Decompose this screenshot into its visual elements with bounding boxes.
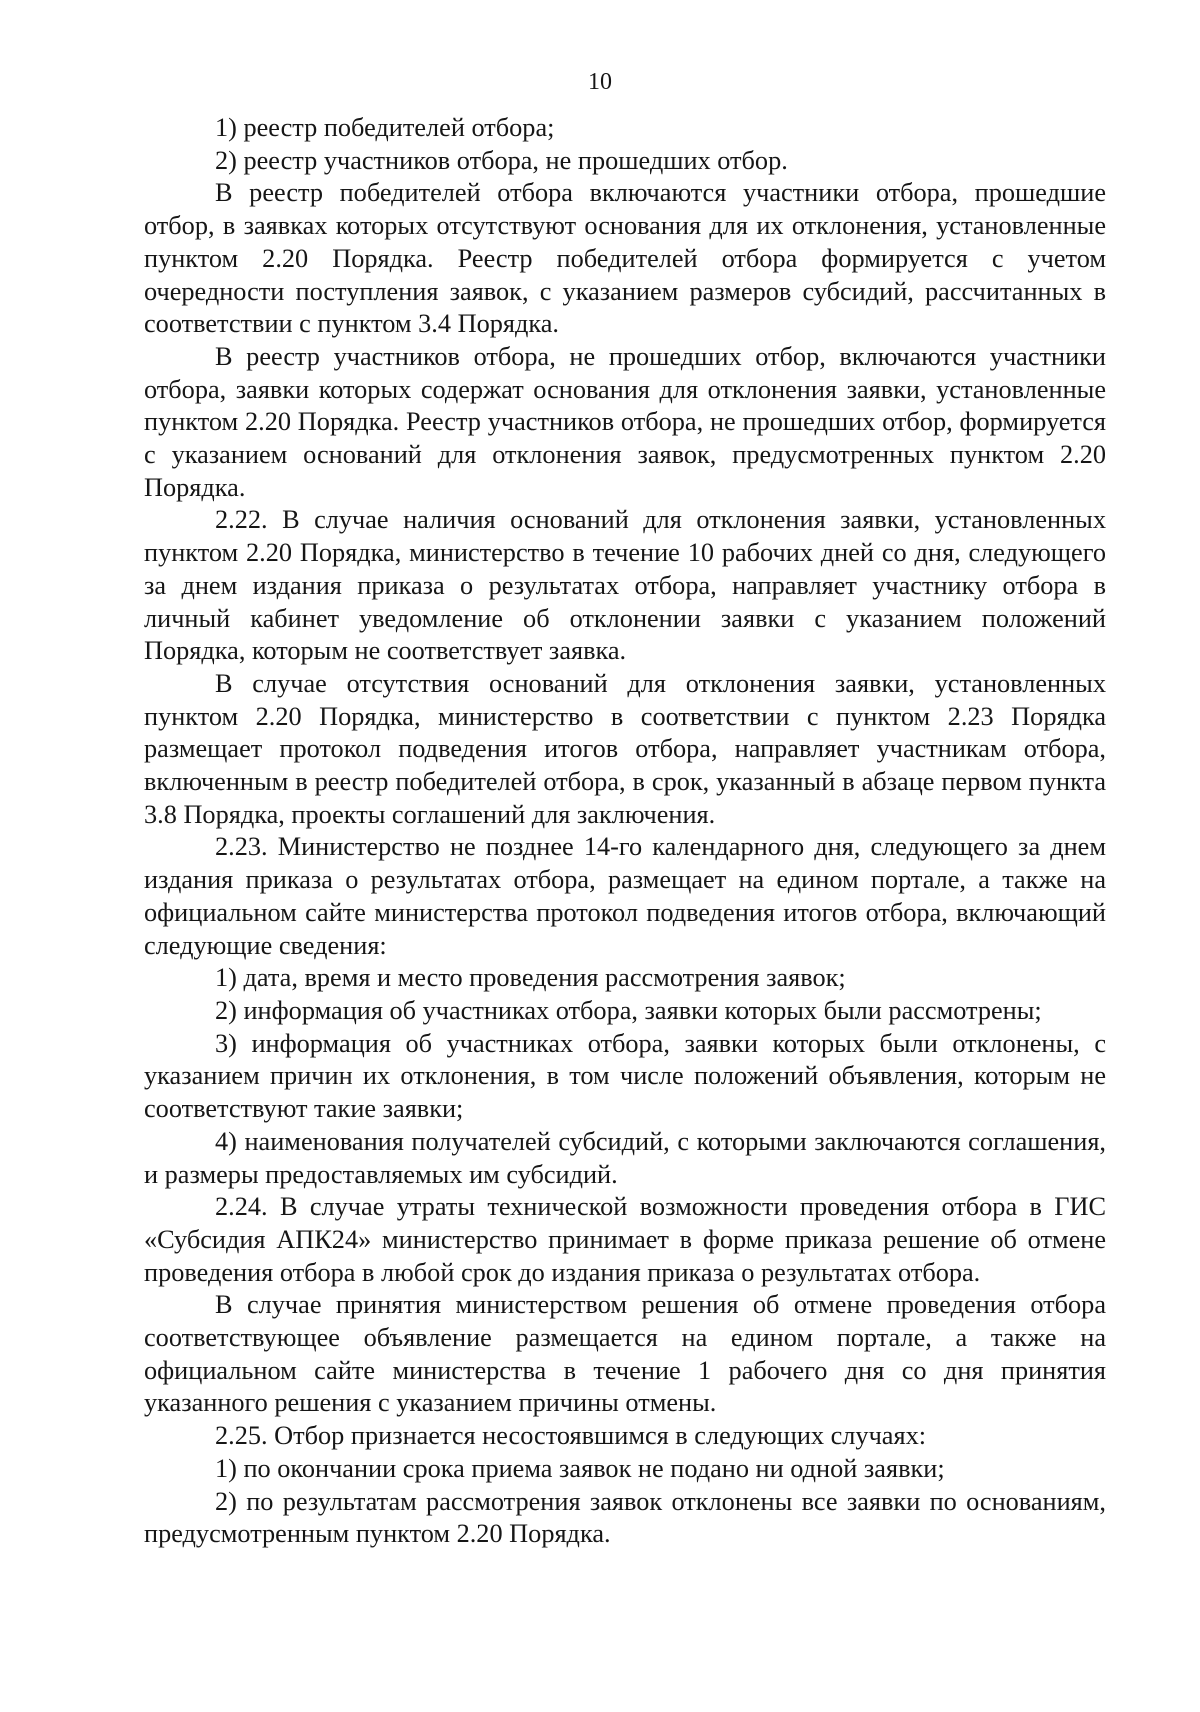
paragraph-winners-registry: В реестр победителей отбора включаются участники отбора, прошедшие отбор, в заявках которых отсутствуют основания для их отклонения, установленные пунктом 2.20 Порядка. Реестр победителей отбора формируется с учетом очередности поступления заявок, с указанием размеров субсидий, рассчитанных в соответствии с пунктом 3.4 Порядка. <box>144 178 1106 339</box>
paragraph-protocol-item-3: 3) информация об участниках отбора, заявки которых были отклонены, с указанием причин их отклонения, в том числе положений объявления, которым не соответствуют такие заявки; <box>144 1028 1106 1124</box>
paragraph-list-item-registry-winners: 1) реестр победителей отбора; <box>215 113 555 142</box>
document-body <box>144 112 1106 1551</box>
paragraph-no-rejection-grounds: В случае отсутствия оснований для отклонения заявки, установленных пунктом 2.20 Порядка, министерство в соответствии с пунктом 2.23 Порядка размещает протокол подведения итогов отбора, направляет участникам отбора, включенным в реестр победителей отбора, в срок, указанный в абзаце первом пункта 3.8 Порядка, проекты соглашений для заключения. <box>144 668 1106 829</box>
paragraph-clause-2-22: 2.22. В случае наличия оснований для отклонения заявки, установленных пунктом 2.20 Порядка, министерство в течение 10 рабочих дней со дня, следующего за днем издания приказа о результатах отбора, направляет участнику отбора в личный кабинет уведомление об отклонении заявки с указанием положений Порядка, которым не соответствует заявка. <box>144 505 1106 666</box>
paragraph-clause-2-24: 2.24. В случае утраты технической возможности проведения отбора в ГИС «Субсидия АПК24» министерство принимает в форме приказа решение об отмене проведения отбора в любой срок до издания приказа о результатах отбора. <box>144 1192 1106 1287</box>
paragraph-clause-2-23: 2.23. Министерство не позднее 14-го календарного дня, следующего за днем издания приказа о результатах отбора, размещает на едином портале, а также на официальном сайте министерства протокол подведения итогов отбора, включающий следующие сведения: <box>144 832 1106 960</box>
paragraph-rejected-registry: В реестр участников отбора, не прошедших отбор, включаются участники отбора, заявки которых содержат основания для отклонения заявки, установленные пунктом 2.20 Порядка. Реестр участников отбора, не прошедших отбор, формируется с указанием оснований для отклонения заявок, предусмотренных пунктом 2.20 Порядка. <box>144 341 1106 502</box>
paragraph-protocol-item-1: 1) дата, время и место проведения рассмотрения заявок; <box>215 963 846 993</box>
paragraph-protocol-item-2: 2) информация об участниках отбора, заявки которых были рассмотрены; <box>215 995 1042 1025</box>
paragraph-protocol-item-4: 4) наименования получателей субсидий, с которыми заключаются соглашения, и размеры предоставляемых им субсидий. <box>144 1126 1106 1189</box>
paragraph-failed-case-2: 2) по результатам рассмотрения заявок отклонены все заявки по основаниям, предусмотренным пунктом 2.20 Порядка. <box>144 1486 1106 1549</box>
paragraph-failed-case-1: 1) по окончании срока приема заявок не подано ни одной заявки; <box>215 1453 945 1483</box>
paragraph-cancellation-notice: В случае принятия министерством решения об отмене проведения отбора соответствующее объявление размещается на едином портале, а также на официальном сайте министерства в течение 1 рабочего дня со дня принятия указанного решения с указанием причины отмены. <box>144 1290 1106 1418</box>
paragraph-clause-2-25: 2.25. Отбор признается несостоявшимся в следующих случаях: <box>215 1421 927 1451</box>
paragraph-list-item-registry-rejected: 2) реестр участников отбора, не прошедших отбор. <box>215 145 788 175</box>
page-number: 10 <box>588 69 612 95</box>
